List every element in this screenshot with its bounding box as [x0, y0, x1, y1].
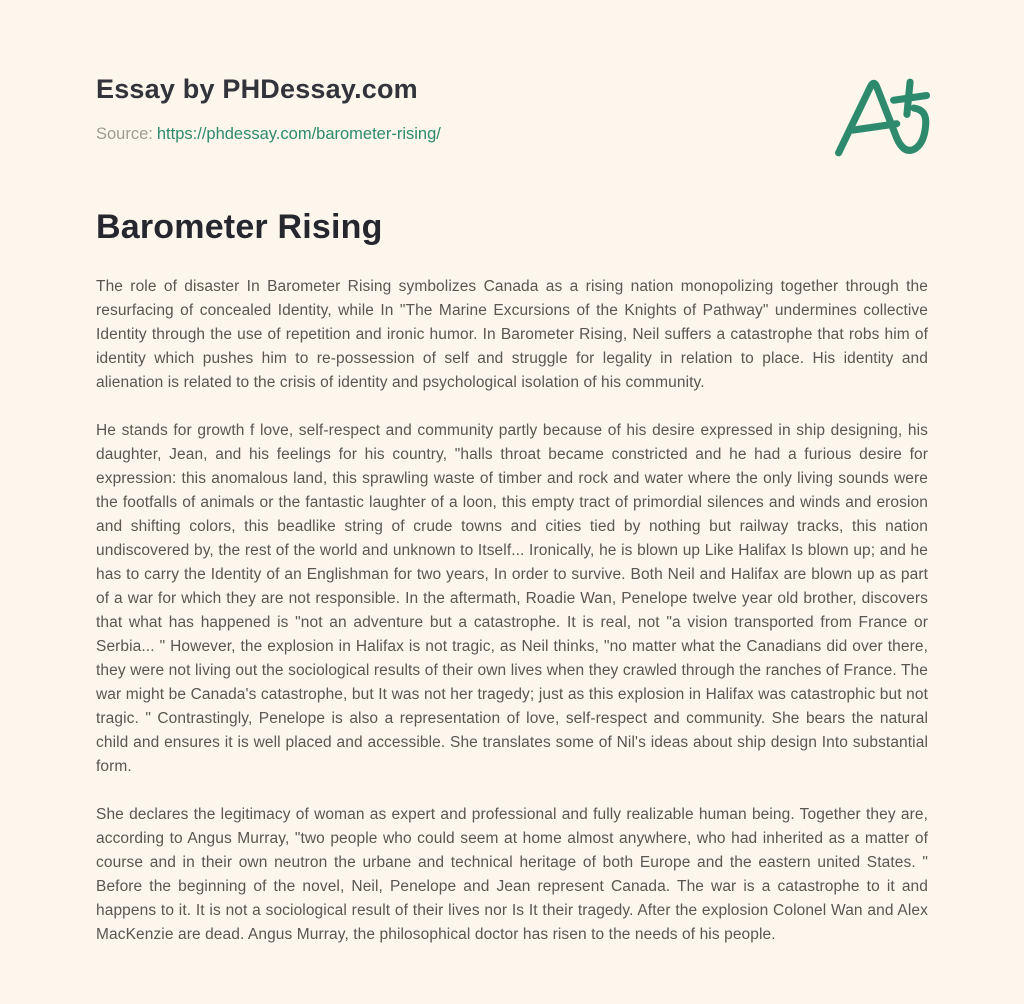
essay-paragraph: She declares the legitimacy of woman as expert and professional and fully realizable human being. Together they are, according to Angus Murray, "two people who could seem at home almost anywhere, who had inherited as a matter of course and in their own neutron the urbane and technical heritage of both Europe and the eastern united States. " Before the beginning of the novel, Neil, Penelope and Jean represent Canada. The war is a catastrophe to it and happens to it. It is not a sociological result of their lives nor Is It their tragedy. After the explosion Colonel Wan and Alex MacKenzie are dead. Angus Murray, the philosophical doctor has risen to the needs of his people.	[96, 806, 928, 943]
essay-paragraph: He stands for growth f love, self-respect and community partly because of his desire expressed in ship designing, his daughter, Jean, and his feelings for his country, "halls throat became constricted and he had a furious desire for expression: this anomalous land, this sprawling waste of timber and rock and water where the only living sounds were the footfalls of animals or the fantastic laughter of a loon, this empty tract of primordial silences and winds and erosion and shifting colors, this beadlike string of crude towns and cities tied by nothing but railway tracks, this nation undiscovered by, the rest of the world and unknown to Itself... Ironically, he is blown up Like Halifax Is blown up; and he has to carry the Identity of an Englishman for two years, In order to survive. Both Neil and Halifax are blown up as part of a war for which they are not responsible. In the aftermath, Roadie Wan, Penelope twelve year old brother, discovers that what has happened is "not an adventure but a catastrophe. It is real, not "a vision transported from France or Serbia... " However, the explosion in Halifax is not tragic, as Neil thinks, "no matter what the Canadians did over there, they were not living out the sociological results of their own lives when they crawled through the ranches of France. The war might be Canada's catastrophe, but It was not her tragedy; just as this explosion in Halifax was catastrophic but not tragic. " Contrastingly, Penelope is also a representation of love, self-respect and community. She bears the natural child and ensures it is well placed and accessible. She translates some of Nil's ideas about ship design Into substantial form.	[96, 422, 928, 775]
page-header	[96, 74, 928, 144]
source-line	[96, 125, 928, 144]
site-title: Essay by PHDessay.com	[96, 74, 418, 104]
source-url-link[interactable]: https://phdessay.com/barometer-rising/	[156, 125, 441, 143]
source-label: Source:	[96, 125, 153, 143]
article	[96, 208, 928, 947]
article-title: Barometer Rising	[96, 208, 383, 246]
essay-body	[96, 275, 928, 947]
a-plus-logo-icon	[826, 70, 936, 165]
essay-paragraph: The role of disaster In Barometer Rising symbolizes Canada as a rising nation monopolizing together through the resurfacing of concealed Identity, while In "The Marine Excursions of the Knights of Pathway" undermines collective Identity through the use of repetition and ironic humor. In Barometer Rising, Neil suffers a catastrophe that robs him of identity which pushes him to re-possession of self and struggle for legality in relation to place. His identity and alienation is related to the crisis of identity and psychological isolation of his community.	[96, 278, 928, 391]
